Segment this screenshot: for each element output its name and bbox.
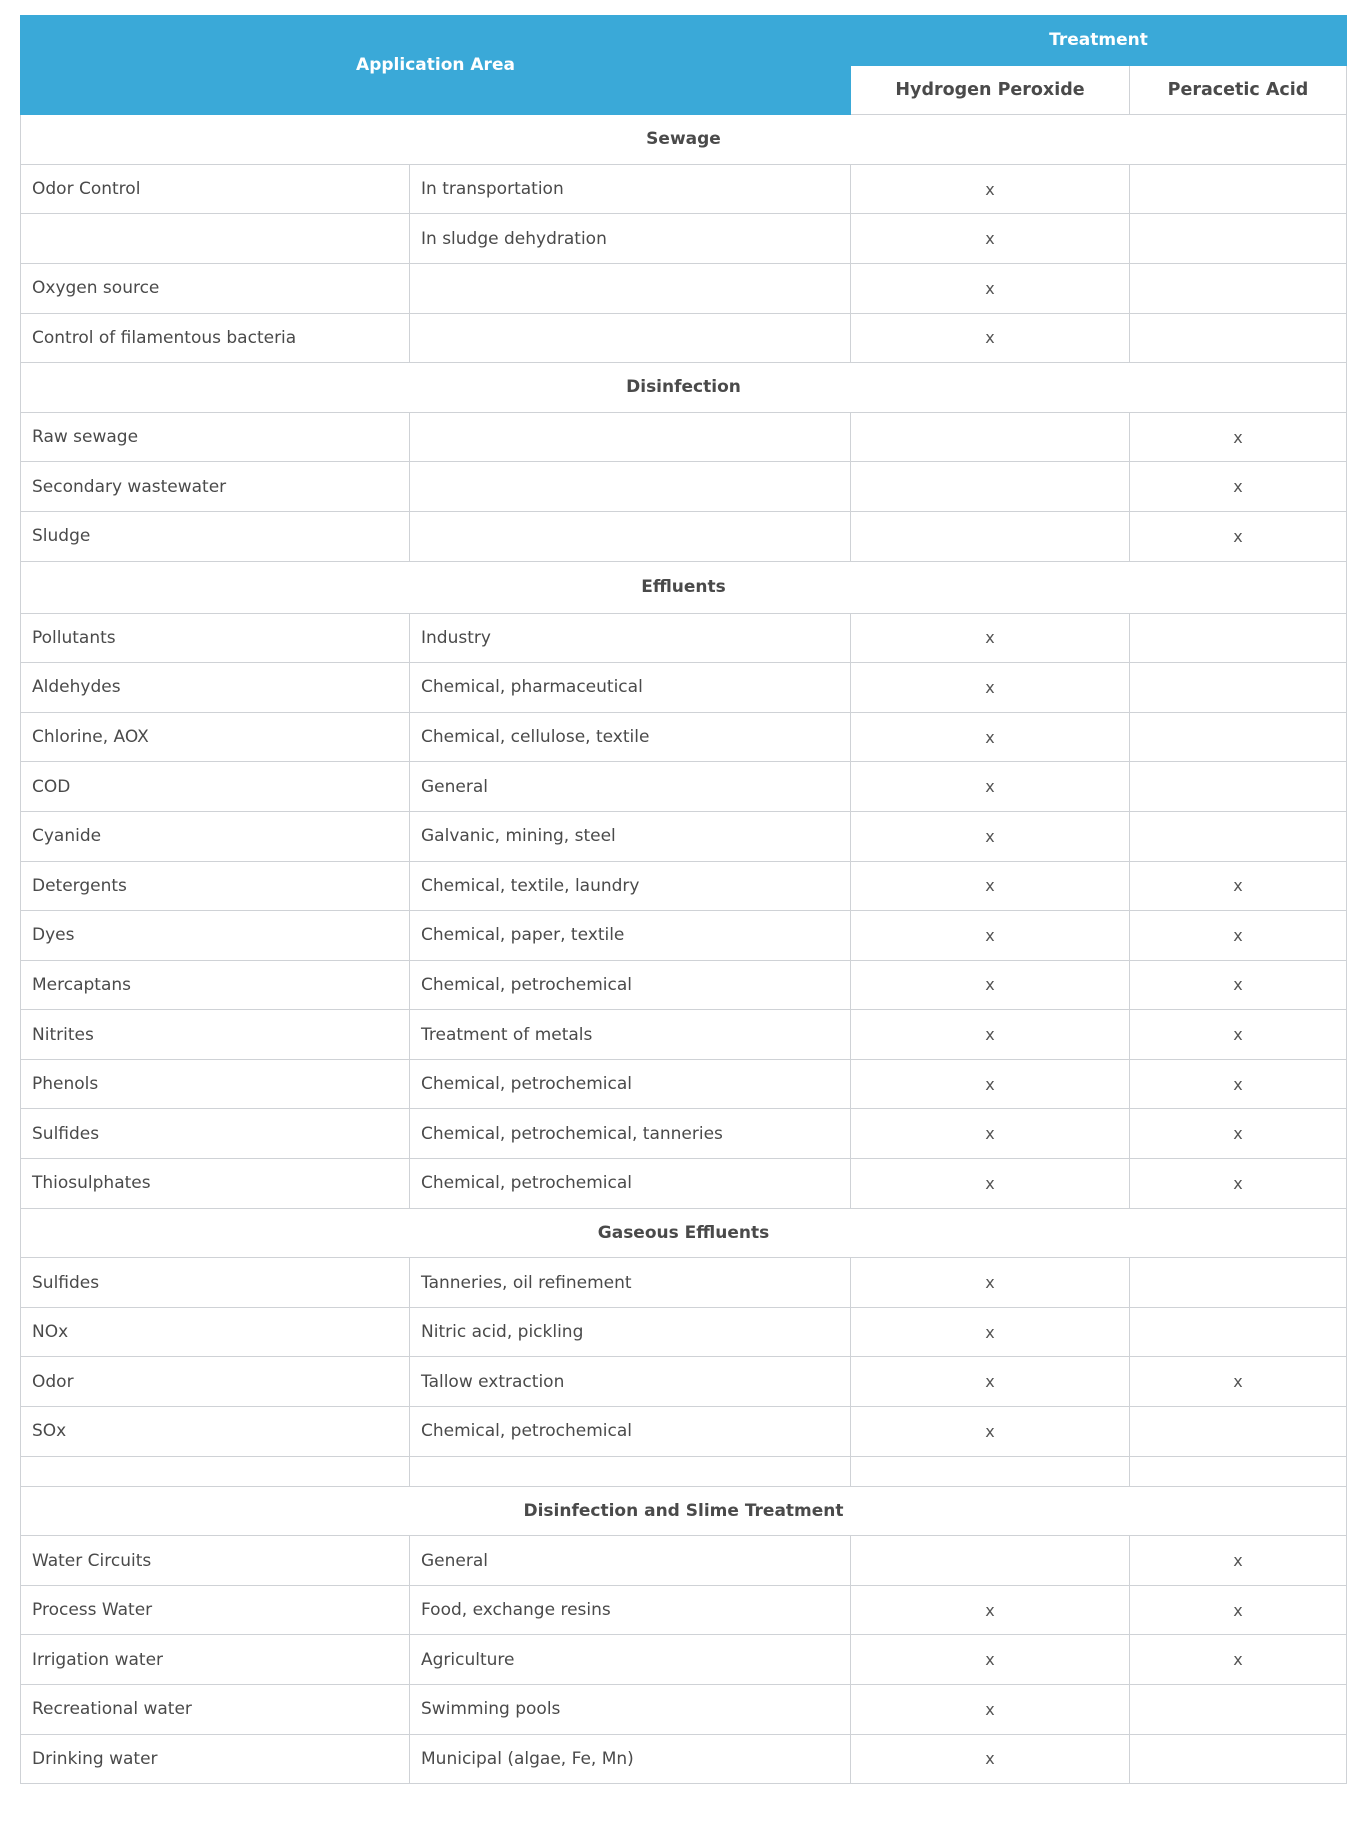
cell-application-area: Chlorine, AOX [21, 712, 410, 762]
table-row [21, 762, 1347, 812]
cell-application-area: Secondary wastewater [21, 462, 410, 512]
cell-application-area: Process Water [21, 1585, 410, 1635]
section-title: Effluents [21, 561, 1347, 613]
cell-peracetic-acid: x [1130, 511, 1347, 561]
cell-application-area: NOx [21, 1307, 410, 1357]
cell-hydrogen-peroxide: x [851, 1635, 1130, 1685]
cell-application-area: Odor [21, 1357, 410, 1407]
cell-hydrogen-peroxide: x [851, 911, 1130, 961]
cell-peracetic-acid [1130, 1734, 1347, 1784]
cell-detail: Chemical, petrochemical [410, 1159, 851, 1209]
cell-peracetic-acid [1130, 712, 1347, 762]
cell-detail: Nitric acid, pickling [410, 1307, 851, 1357]
cell-application-area: Thiosulphates [21, 1159, 410, 1209]
table-row [21, 1109, 1347, 1159]
cell-peracetic-acid [1130, 214, 1347, 264]
cell-peracetic-acid [1130, 762, 1347, 812]
cell-detail: Galvanic, mining, steel [410, 811, 851, 861]
cell-application-area: Detergents [21, 861, 410, 911]
treatment-table [20, 15, 1347, 1784]
cell-hydrogen-peroxide: x [851, 214, 1130, 264]
header-peracetic-acid: Peracetic Acid [1130, 65, 1347, 115]
cell-detail: General [410, 762, 851, 812]
cell-application-area: Recreational water [21, 1685, 410, 1735]
cell-peracetic-acid: x [1130, 1635, 1347, 1685]
table-row [21, 462, 1347, 512]
table-row [21, 1685, 1347, 1735]
table-row [21, 214, 1347, 264]
cell-peracetic-acid: x [1130, 861, 1347, 911]
table-row [21, 1159, 1347, 1209]
table-row [21, 1059, 1347, 1109]
cell-detail: Tanneries, oil refinement [410, 1258, 851, 1308]
table-row [21, 1536, 1347, 1586]
cell-hydrogen-peroxide: x [851, 1585, 1130, 1635]
cell-application-area: Oxygen source [21, 263, 410, 313]
cell-hydrogen-peroxide [851, 511, 1130, 561]
cell-detail: Tallow extraction [410, 1357, 851, 1407]
header-hydrogen-peroxide: Hydrogen Peroxide [851, 65, 1130, 115]
cell-detail [410, 412, 851, 462]
cell-peracetic-acid [1130, 1685, 1347, 1735]
cell-detail [410, 1456, 851, 1486]
cell-peracetic-acid [1130, 1258, 1347, 1308]
cell-peracetic-acid [1130, 263, 1347, 313]
cell-peracetic-acid [1130, 663, 1347, 713]
table-row [21, 960, 1347, 1010]
cell-detail: Chemical, petrochemical [410, 1059, 851, 1109]
section-row [21, 561, 1347, 613]
cell-hydrogen-peroxide: x [851, 811, 1130, 861]
cell-application-area: Dyes [21, 911, 410, 961]
table-row [21, 663, 1347, 713]
section-row [21, 1208, 1347, 1258]
cell-application-area: Drinking water [21, 1734, 410, 1784]
table-header [21, 16, 1347, 115]
cell-peracetic-acid [1130, 1456, 1347, 1486]
cell-application-area [21, 1456, 410, 1486]
cell-detail [410, 462, 851, 512]
section-title: Disinfection and Slime Treatment [21, 1486, 1347, 1536]
cell-peracetic-acid: x [1130, 1357, 1347, 1407]
cell-application-area: Sulfides [21, 1109, 410, 1159]
cell-peracetic-acid [1130, 811, 1347, 861]
table-row [21, 1307, 1347, 1357]
table-row [21, 1407, 1347, 1457]
cell-hydrogen-peroxide: x [851, 613, 1130, 663]
header-application-area: Application Area [21, 16, 851, 115]
cell-hydrogen-peroxide: x [851, 1734, 1130, 1784]
cell-hydrogen-peroxide: x [851, 1407, 1130, 1457]
cell-detail [410, 263, 851, 313]
table-row [21, 1635, 1347, 1685]
cell-peracetic-acid [1130, 1407, 1347, 1457]
cell-detail: Industry [410, 613, 851, 663]
section-title: Sewage [21, 115, 1347, 165]
table-row [21, 511, 1347, 561]
table-row [21, 263, 1347, 313]
table-row [21, 1258, 1347, 1308]
table-row [21, 1010, 1347, 1060]
table-row [21, 164, 1347, 214]
cell-hydrogen-peroxide [851, 1456, 1130, 1486]
table-row [21, 1357, 1347, 1407]
cell-peracetic-acid: x [1130, 911, 1347, 961]
cell-hydrogen-peroxide: x [851, 762, 1130, 812]
cell-hydrogen-peroxide [851, 462, 1130, 512]
cell-detail: Chemical, pharmaceutical [410, 663, 851, 713]
cell-peracetic-acid: x [1130, 960, 1347, 1010]
cell-peracetic-acid: x [1130, 1010, 1347, 1060]
section-title: Gaseous Effluents [21, 1208, 1347, 1258]
cell-peracetic-acid [1130, 613, 1347, 663]
table-row [21, 712, 1347, 762]
cell-peracetic-acid [1130, 1307, 1347, 1357]
table-row [21, 412, 1347, 462]
cell-hydrogen-peroxide [851, 412, 1130, 462]
header-treatment: Treatment [851, 16, 1347, 66]
cell-hydrogen-peroxide: x [851, 663, 1130, 713]
cell-application-area: COD [21, 762, 410, 812]
cell-detail: Chemical, cellulose, textile [410, 712, 851, 762]
cell-application-area: Aldehydes [21, 663, 410, 713]
cell-hydrogen-peroxide: x [851, 1258, 1130, 1308]
cell-peracetic-acid: x [1130, 462, 1347, 512]
table-body [21, 115, 1347, 1784]
cell-application-area: Water Circuits [21, 1536, 410, 1586]
cell-hydrogen-peroxide: x [851, 861, 1130, 911]
table-row [21, 811, 1347, 861]
cell-application-area: Phenols [21, 1059, 410, 1109]
cell-detail: Swimming pools [410, 1685, 851, 1735]
table-row [21, 313, 1347, 363]
cell-detail: Agriculture [410, 1635, 851, 1685]
cell-hydrogen-peroxide: x [851, 1159, 1130, 1209]
cell-detail: General [410, 1536, 851, 1586]
table-row [21, 1585, 1347, 1635]
cell-detail [410, 511, 851, 561]
cell-detail: Municipal (algae, Fe, Mn) [410, 1734, 851, 1784]
cell-application-area: Odor Control [21, 164, 410, 214]
table-row [21, 1456, 1347, 1486]
cell-application-area: SOx [21, 1407, 410, 1457]
section-row [21, 1486, 1347, 1536]
cell-peracetic-acid: x [1130, 1159, 1347, 1209]
cell-detail: Treatment of metals [410, 1010, 851, 1060]
cell-peracetic-acid [1130, 313, 1347, 363]
cell-peracetic-acid [1130, 164, 1347, 214]
section-row [21, 115, 1347, 165]
cell-application-area: Sludge [21, 511, 410, 561]
cell-application-area: Cyanide [21, 811, 410, 861]
cell-application-area: Mercaptans [21, 960, 410, 1010]
cell-hydrogen-peroxide: x [851, 1109, 1130, 1159]
cell-application-area: Control of filamentous bacteria [21, 313, 410, 363]
cell-application-area [21, 214, 410, 264]
cell-hydrogen-peroxide: x [851, 1357, 1130, 1407]
cell-hydrogen-peroxide: x [851, 164, 1130, 214]
cell-detail: In transportation [410, 164, 851, 214]
table-row [21, 613, 1347, 663]
table-row [21, 1734, 1347, 1784]
cell-detail: Chemical, petrochemical [410, 1407, 851, 1457]
cell-hydrogen-peroxide: x [851, 263, 1130, 313]
cell-peracetic-acid: x [1130, 412, 1347, 462]
cell-peracetic-acid: x [1130, 1059, 1347, 1109]
cell-detail: Chemical, petrochemical, tanneries [410, 1109, 851, 1159]
section-row [21, 363, 1347, 413]
cell-peracetic-acid: x [1130, 1536, 1347, 1586]
cell-detail: Chemical, paper, textile [410, 911, 851, 961]
cell-detail: Chemical, petrochemical [410, 960, 851, 1010]
cell-application-area: Pollutants [21, 613, 410, 663]
cell-hydrogen-peroxide: x [851, 1685, 1130, 1735]
cell-application-area: Nitrites [21, 1010, 410, 1060]
cell-hydrogen-peroxide: x [851, 1010, 1130, 1060]
table-row [21, 911, 1347, 961]
cell-application-area: Irrigation water [21, 1635, 410, 1685]
cell-detail [410, 313, 851, 363]
cell-application-area: Raw sewage [21, 412, 410, 462]
section-title: Disinfection [21, 363, 1347, 413]
cell-application-area: Sulfides [21, 1258, 410, 1308]
cell-hydrogen-peroxide: x [851, 1307, 1130, 1357]
cell-peracetic-acid: x [1130, 1109, 1347, 1159]
cell-detail: Chemical, textile, laundry [410, 861, 851, 911]
cell-hydrogen-peroxide [851, 1536, 1130, 1586]
cell-hydrogen-peroxide: x [851, 960, 1130, 1010]
cell-peracetic-acid: x [1130, 1585, 1347, 1635]
cell-detail: In sludge dehydration [410, 214, 851, 264]
cell-hydrogen-peroxide: x [851, 1059, 1130, 1109]
cell-detail: Food, exchange resins [410, 1585, 851, 1635]
cell-hydrogen-peroxide: x [851, 313, 1130, 363]
cell-hydrogen-peroxide: x [851, 712, 1130, 762]
table-row [21, 861, 1347, 911]
